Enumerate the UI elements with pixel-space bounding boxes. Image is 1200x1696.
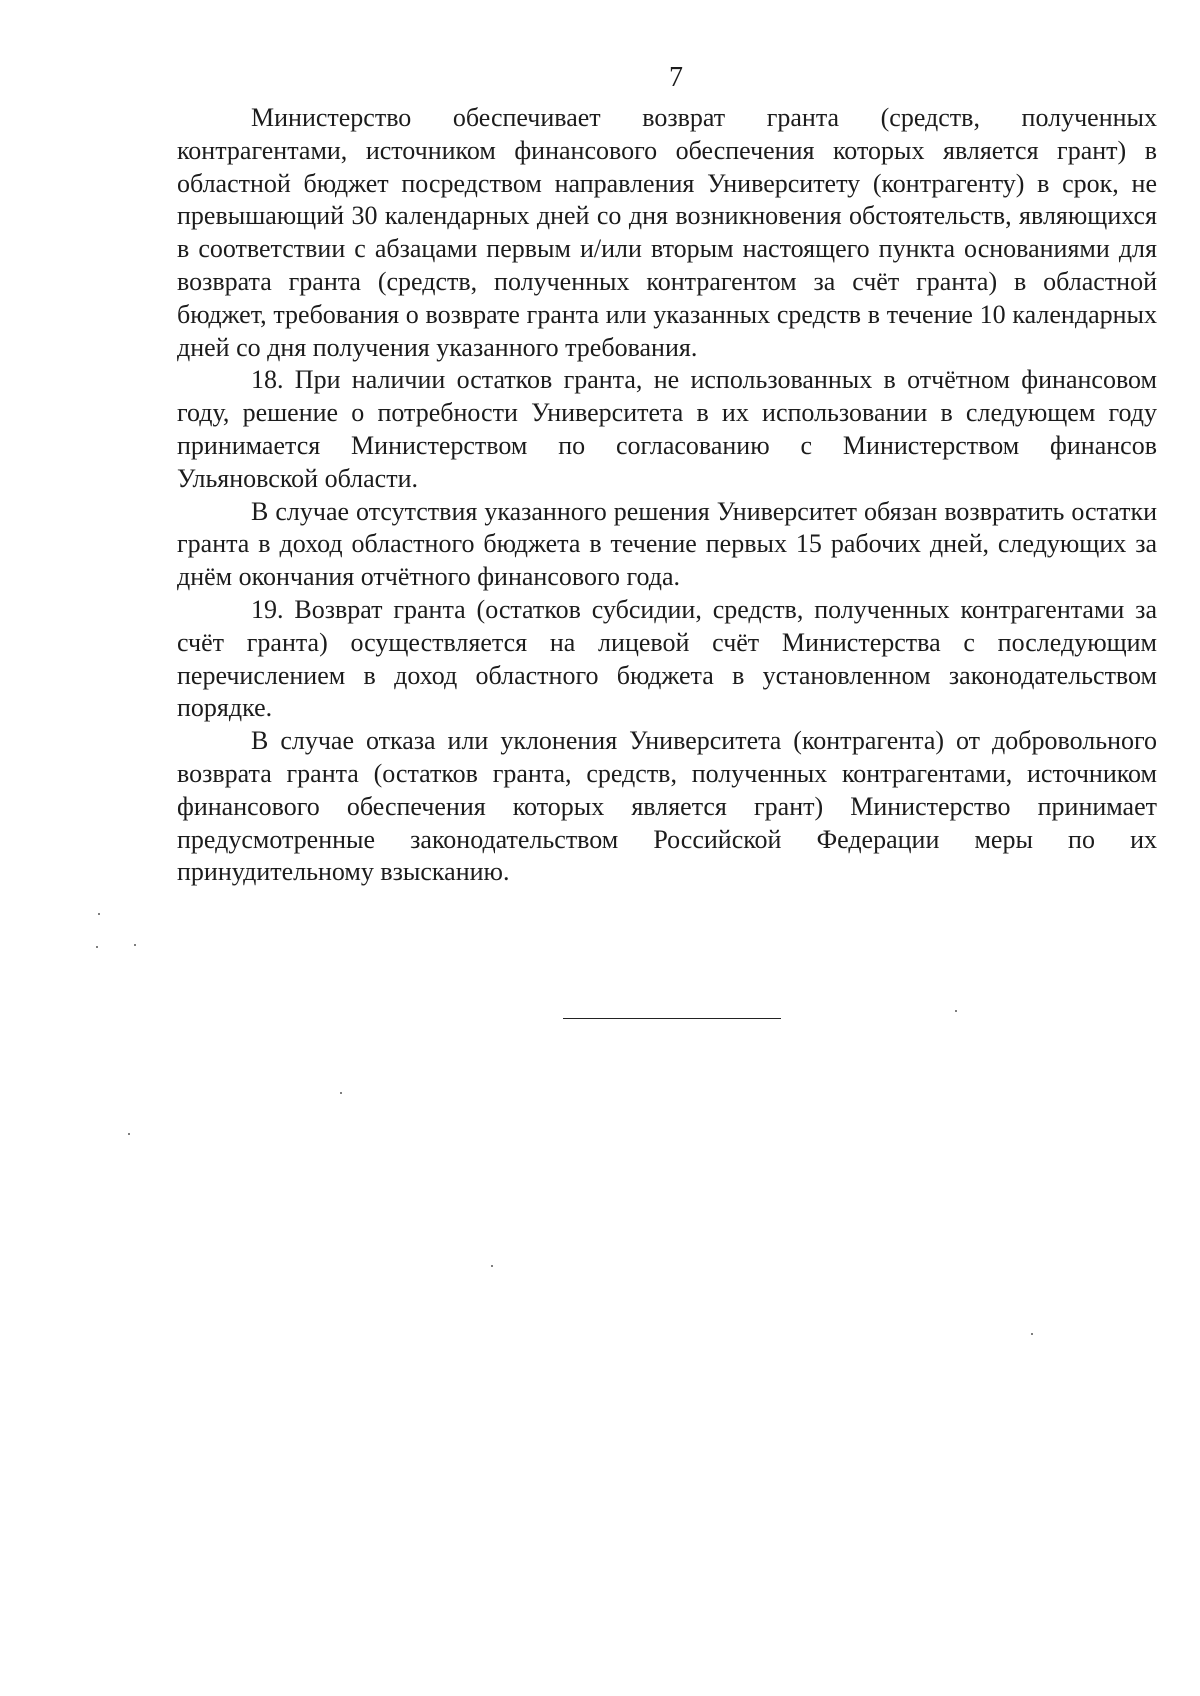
scan-speck: [134, 944, 136, 946]
paragraph-19-return-account: 19. Возврат гранта (остатков субсидии, средств, полученных контрагентами за счёт гранта) осуществляется на лицевой счёт Министерства с последующим перечислением в доход областного бюджета в установленном законодательством порядке.: [177, 594, 1157, 723]
paragraph-return-obligation: В случае отсутствия указанного решения Университет обязан возвратить остатки гранта в доход областного бюджета в течение первых 15 рабочих дней, следующих за днём окончания отчётного финансового года.: [177, 496, 1157, 592]
paragraph-ministry-return: Министерство обеспечивает возврат гранта (средств, полученных контрагентами, источником финансового обеспечения которых является грант) в областной бюджет посредством направления Университету (контрагенту) в срок, не превышающий 30 календарных дней со дня возникновения обстоятельств, являющихся в соответствии с абзацами первым и/или вторым настоящего пункта основаниями для возврата гранта (средств, полученных контрагентом за счёт гранта) в областной бюджет, требования о возврате гранта или указанных средств в течение 10 календарных дней со дня получения указанного требования.: [177, 103, 1157, 362]
scan-speck: [1031, 1333, 1033, 1335]
scan-speck: [96, 946, 98, 948]
scan-speck: [98, 913, 100, 915]
page-number: 7: [669, 62, 683, 93]
scan-speck: [128, 1133, 130, 1135]
paragraph-18-unused-balances: 18. При наличии остатков гранта, не использованных в отчётном финансовом году, решение о потребности Университета в их использовании в следующем году принимается Министерством по согласованию с Министерством финансов Ульяновской области.: [177, 365, 1157, 493]
document-body: [177, 102, 1157, 889]
scan-speck: [491, 1265, 493, 1267]
paragraph-refusal-recovery: В случае отказа или уклонения Университета (контрагента) от добровольного возврата гранта (остатков гранта, средств, полученных контрагентами, источником финансового обеспечения которых является грант) Министерство принимает предусмотренные законодательством Российской Федерации меры по их принудительному взысканию.: [177, 726, 1157, 887]
scan-speck: [340, 1092, 342, 1094]
end-separator-line: [563, 1018, 781, 1019]
scan-speck: [955, 1010, 957, 1012]
